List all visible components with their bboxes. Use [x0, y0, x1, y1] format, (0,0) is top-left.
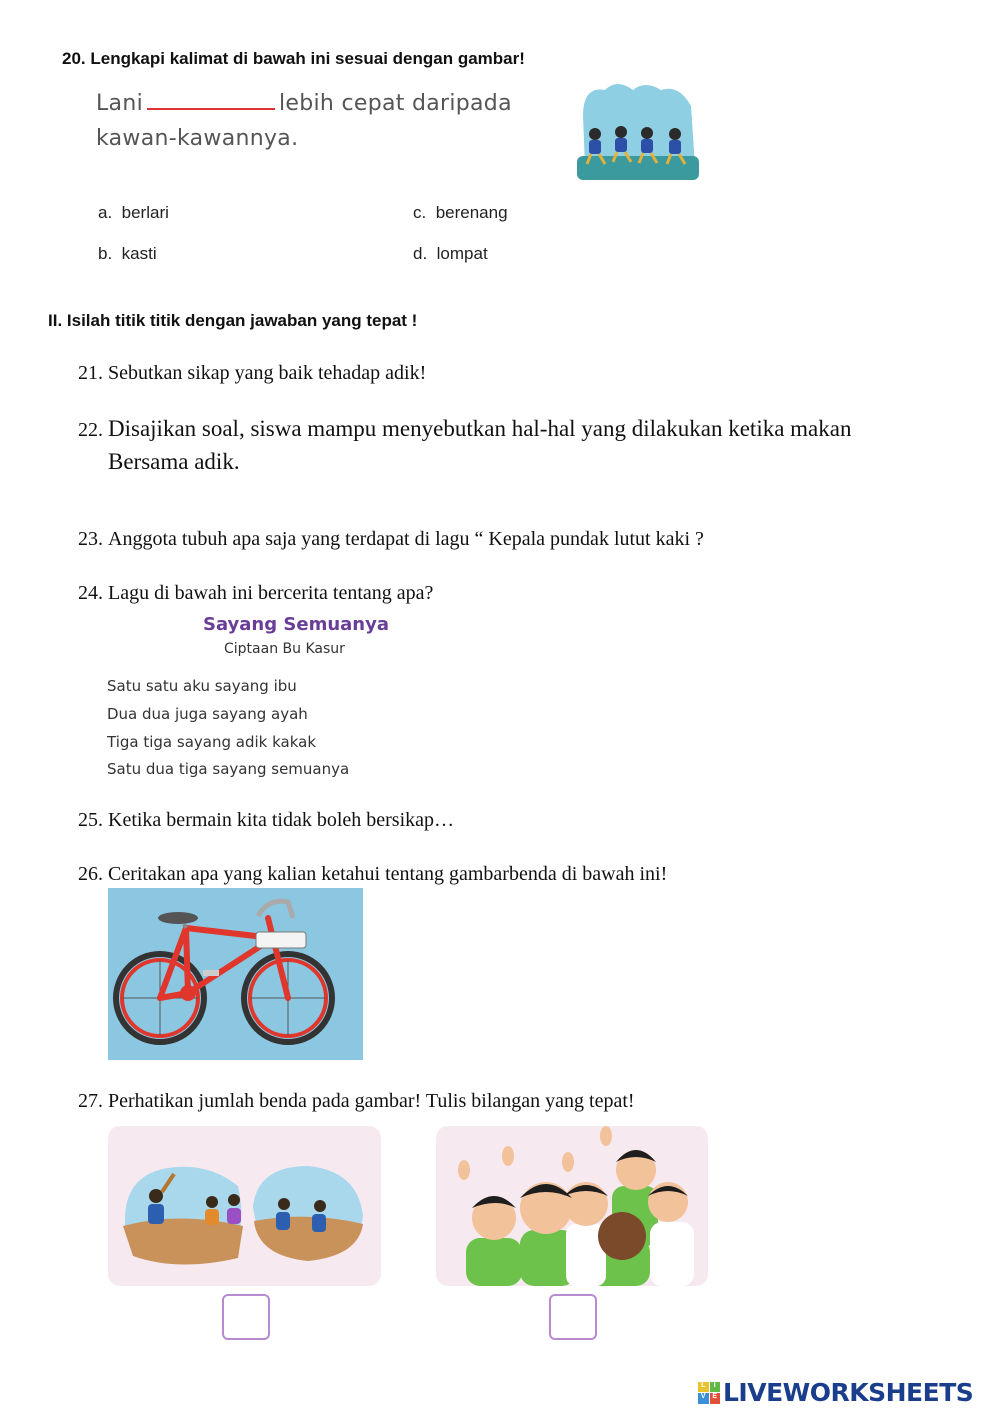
liveworksheets-logo[interactable]: [698, 1378, 973, 1407]
option-text: berlari: [121, 203, 169, 222]
question-20-sentence-line2: kawan-kawannya.: [96, 126, 299, 151]
question-text-continued: Bersama adik.: [108, 449, 240, 474]
song-line: Satu satu aku sayang ibu: [107, 677, 297, 695]
question-22: [78, 413, 898, 478]
option-letter: a.: [98, 203, 113, 222]
question-number: 24.: [78, 582, 103, 604]
question-27: [78, 1090, 635, 1113]
counting-image-2: [436, 1126, 708, 1286]
question-text: Anggota tubuh apa saja yang terdapat di lagu “ Kepala pundak lutut kaki ?: [108, 528, 704, 550]
bicycle-image: [108, 888, 363, 1060]
option-text: berenang: [435, 203, 508, 222]
question-number: 21.: [78, 362, 103, 384]
question-26: [78, 863, 667, 886]
counting-image-1: [108, 1126, 381, 1286]
sentence-start: Lani: [96, 91, 143, 116]
logo-badge-tile: E: [710, 1393, 721, 1404]
question-24: [78, 582, 433, 605]
option-letter: c.: [413, 203, 427, 222]
song-title: Sayang Semuanya: [203, 614, 389, 635]
question-text: Disajikan soal, siswa mampu menyebutkan hal-hal yang dilakukan ketika makan: [108, 416, 852, 441]
song-line: Dua dua juga sayang ayah: [107, 705, 308, 723]
question-21: [78, 362, 426, 385]
question-number: 26.: [78, 863, 103, 885]
question-text: Lagu di bawah ini bercerita tentang apa?: [108, 582, 434, 604]
option-text: kasti: [121, 244, 157, 263]
option-c[interactable]: [413, 203, 508, 223]
question-number: 25.: [78, 809, 103, 831]
answer-blank[interactable]: [147, 90, 275, 110]
logo-badge-icon: [698, 1382, 720, 1404]
option-letter: b.: [98, 244, 113, 263]
option-a[interactable]: [98, 203, 169, 223]
question-text: Perhatikan jumlah benda pada gambar! Tulis bilangan yang tepat!: [108, 1090, 635, 1112]
question-20-title: 20. Lengkapi kalimat di bawah ini sesuai dengan gambar!: [62, 49, 525, 68]
question-25: [78, 809, 454, 832]
section-2-title: II. Isilah titik titik dengan jawaban yang tepat !: [48, 311, 418, 330]
answer-box-1[interactable]: [222, 1294, 270, 1340]
option-d[interactable]: [413, 244, 488, 264]
question-text: Sebutkan sikap yang baik tehadap adik!: [108, 362, 427, 384]
option-text: lompat: [436, 244, 488, 263]
song-line: Tiga tiga sayang adik kakak: [107, 733, 317, 751]
question-20-sentence-line1: [96, 90, 512, 116]
logo-badge-tile: I: [710, 1382, 721, 1393]
song-line: Satu dua tiga sayang semuanya: [107, 760, 350, 778]
question-number: 22.: [78, 419, 103, 441]
logo-badge-tile: L: [698, 1382, 709, 1393]
question-text: Ceritakan apa yang kalian ketahui tentang gambarbenda di bawah ini!: [108, 863, 668, 885]
question-number: 23.: [78, 528, 103, 550]
sentence-mid: lebih cepat daripada: [279, 91, 512, 116]
option-b[interactable]: [98, 244, 157, 264]
logo-badge-tile: V: [698, 1393, 709, 1404]
option-letter: d.: [413, 244, 428, 263]
logo-text: LIVEWORKSHEETS: [723, 1378, 974, 1407]
question-23: [78, 528, 704, 551]
answer-box-2[interactable]: [549, 1294, 597, 1340]
running-children-image: [575, 76, 701, 181]
question-text: Ketika bermain kita tidak boleh bersikap…: [108, 809, 455, 831]
song-author: Ciptaan Bu Kasur: [224, 641, 345, 657]
question-number: 27.: [78, 1090, 103, 1112]
